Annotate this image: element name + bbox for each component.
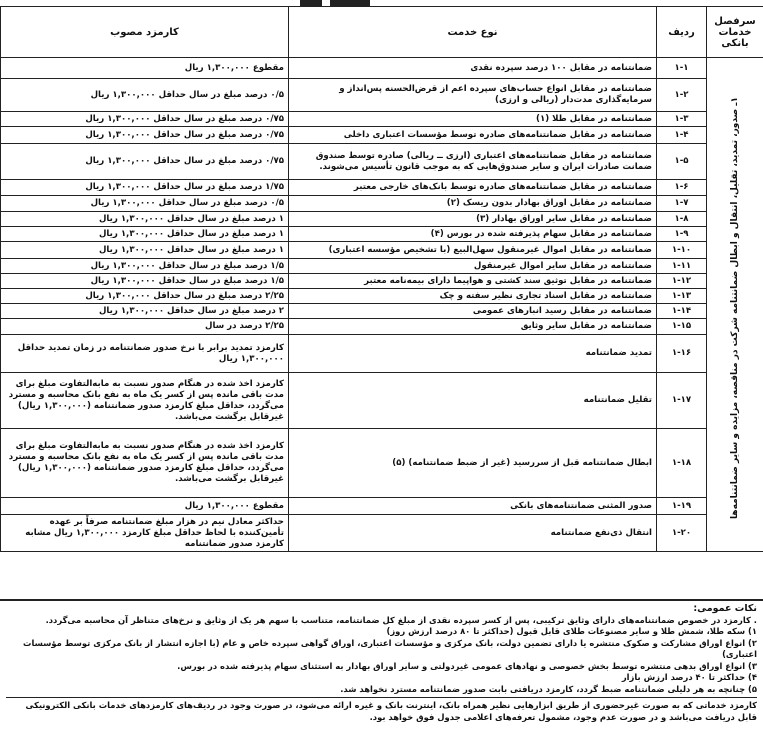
header-service-type: نوع خدمت <box>289 7 657 58</box>
table-row <box>1 319 763 335</box>
note-line: ۵) چنانچه به هر دلیلی ضمانتنامه ضبط گردد، کارمزد دریافتی بابت صدور ضمانتنامه مسترد نخواهد شد. <box>340 683 757 694</box>
row-number: ۱-۵ <box>657 144 707 180</box>
table-row <box>1 429 763 498</box>
table-row <box>1 227 763 242</box>
table-row <box>1 498 763 515</box>
service-type: صدور المثنی ضمانتنامه‌های بانکی <box>289 498 657 515</box>
service-type: ضمانتنامه در مقابل ضمانتنامه‌های اعتباری (ارزی ــ ریالی) صادره توسط صندوق ضمانت صادرات ایران و سایر صندوق‌هایی که به موجب قانون تأسیس می‌شوند. <box>289 144 657 180</box>
table-row <box>1 180 763 196</box>
row-number: ۱-۹ <box>657 227 707 242</box>
table-row <box>1 79 763 112</box>
note-line: ۱) سکه طلا، شمش طلا و سایر مصنوعات طلای قابل قبول (حداکثر تا ۸۰ درصد ارزش روز) <box>386 626 757 636</box>
table-row <box>1 289 763 304</box>
row-number: ۱-۱ <box>657 58 707 79</box>
approved-fee: ۲ درصد مبلغ در سال حداقل ۱,۳۰۰,۰۰۰ ریال <box>1 304 289 319</box>
service-type: ضمانتنامه در مقابل ۱۰۰ درصد سپرده نقدی <box>289 58 657 79</box>
table-row <box>1 144 763 180</box>
approved-fee: کارمزد تمدید برابر با نرخ صدور ضمانتنامه در زمان تمدید حداقل ۱,۳۰۰,۰۰۰ ریال <box>1 335 289 373</box>
table-row <box>1 58 763 79</box>
table-row <box>1 274 763 289</box>
note-line: ۴) حداکثر تا ۴۰ درصد ارزش بازار <box>621 672 757 682</box>
service-type: ضمانتنامه در مقابل سهام پذیرفته شده در بورس (۴) <box>289 227 657 242</box>
approved-fee: مقطوع ۱,۳۰۰,۰۰۰ ریال <box>1 58 289 79</box>
table-row <box>1 373 763 429</box>
category-cell <box>707 58 763 552</box>
general-notes <box>0 599 763 741</box>
service-type: ضمانتنامه در مقابل سایر اوراق بهادار (۳) <box>289 212 657 227</box>
table-row <box>1 196 763 212</box>
row-number: ۱-۶ <box>657 180 707 196</box>
table-row <box>1 127 763 144</box>
row-number: ۱-۱۲ <box>657 274 707 289</box>
row-number: ۱-۱۱ <box>657 259 707 274</box>
service-type: ضمانتنامه در مقابل اموال غیرمنقول سهل‌البیع (با تشخیص مؤسسه اعتباری) <box>289 242 657 259</box>
approved-fee: ۰/۷۵ درصد مبلغ در سال حداقل ۱,۳۰۰,۰۰۰ ریال <box>1 127 289 144</box>
service-type: انتقال ذی‌نفع ضمانتنامه <box>289 515 657 552</box>
service-type: تمدید ضمانتنامه <box>289 335 657 373</box>
approved-fee: ۰/۵ درصد مبلغ در سال حداقل ۱,۳۰۰,۰۰۰ ریال <box>1 196 289 212</box>
table-header-row <box>1 7 763 58</box>
row-number: ۱-۱۴ <box>657 304 707 319</box>
row-number: ۱-۱۰ <box>657 242 707 259</box>
service-type: ضمانتنامه در مقابل ضمانتنامه‌های صادره توسط مؤسسات اعتباری داخلی <box>289 127 657 144</box>
approved-fee: ۰/۷۵ درصد مبلغ در سال حداقل ۱,۳۰۰,۰۰۰ ریال <box>1 112 289 127</box>
row-number: ۱-۱۹ <box>657 498 707 515</box>
service-type: ضمانتنامه در مقابل اوراق بهادار بدون ریسک (۲) <box>289 196 657 212</box>
note-final: کارمزد خدماتی که به صورت غیرحضوری از طریق ابزارهایی نظیر همراه بانک، اینترنت بانک و غیره ارائه می‌شود، در صورت وجود در ردیف‌های کارمزدهای خدمات بانکی الکترونیکی قابل دریافت می‌باشد و در صورت عدم وجود، مشمول تعرفه‌های اعلامی جدول فوق خواهد بود. <box>6 697 757 723</box>
service-type: ضمانتنامه در مقابل طلا (۱) <box>289 112 657 127</box>
notes-title: نکات عمومی: <box>693 603 757 614</box>
row-number: ۱-۸ <box>657 212 707 227</box>
note-line: ۳) انواع اوراق بدهی منتشره توسط بخش خصوصی و نهادهای عمومی غیردولتی و سایر اوراق بهادار به استثنای سهام پذیرفته شده در بورس. <box>177 660 757 671</box>
approved-fee: ۱/۵ درصد مبلغ در سال حداقل ۱,۳۰۰,۰۰۰ ریال <box>1 274 289 289</box>
approved-fee: مقطوع ۱,۳۰۰,۰۰۰ ریال <box>1 498 289 515</box>
service-type: ضمانتنامه در مقابل رسید انبارهای عمومی <box>289 304 657 319</box>
service-type: تقلیل ضمانتنامه <box>289 373 657 429</box>
note-line: ۲) انواع اوراق مشارکت و صکوک منتشره یا دارای تضمین دولت، بانک مرکزی و مؤسسات اعتباری، اوراق گواهی سپرده خاص و عام (با اجازه انتشار از بانک مرکزی توسط مؤسسات اعتباری) <box>23 637 757 659</box>
approved-fee: ۱ درصد مبلغ در سال حداقل ۱,۳۰۰,۰۰۰ ریال <box>1 227 289 242</box>
row-number: ۱-۷ <box>657 196 707 212</box>
service-type: ضمانتنامه در مقابل ضمانتنامه‌های صادره توسط بانک‌های خارجی معتبر <box>289 180 657 196</box>
table-row <box>1 304 763 319</box>
approved-fee: ۲/۲۵ درصد در سال <box>1 319 289 335</box>
approved-fee: ۱ درصد مبلغ در سال حداقل ۱,۳۰۰,۰۰۰ ریال <box>1 242 289 259</box>
row-number: ۱-۳ <box>657 112 707 127</box>
approved-fee: ۱/۷۵ درصد مبلغ در سال حداقل ۱,۳۰۰,۰۰۰ ریال <box>1 180 289 196</box>
table-row <box>1 335 763 373</box>
approved-fee: کارمزد اخذ شده در هنگام صدور نسبت به مابه‌التفاوت مبلغ برای مدت باقی مانده پس از کسر یک ماه به نفع بانک محاسبه و مسترد می‌گردد، حداقل مبلغ کارمزد صدور ضمانتنامه (۱,۳۰۰,۰۰۰ ریال) غیرقابل برگشت می‌باشد. <box>1 373 289 429</box>
service-type: ضمانتنامه در مقابل انواع حساب‌های سپرده اعم از قرض‌الحسنه پس‌انداز و سرمایه‌گذاری مدت‌دار (ریالی و ارزی) <box>289 79 657 112</box>
row-number: ۱-۱۷ <box>657 373 707 429</box>
row-number: ۱-۲۰ <box>657 515 707 552</box>
approved-fee: حداکثر معادل نیم در هزار مبلغ ضمانتنامه صرفاً بر عهده تأمین‌کننده با لحاظ حداقل مبلغ کارمزد ۱,۳۰۰,۰۰۰ ریال مشابه کارمزد صدور ضمانتنامه <box>1 515 289 552</box>
table-row <box>1 515 763 552</box>
approved-fee: ۲/۲۵ درصد مبلغ در سال حداقل ۱,۳۰۰,۰۰۰ ریال <box>1 289 289 304</box>
table-row <box>1 112 763 127</box>
approved-fee: ۱/۵ درصد مبلغ در سال حداقل ۱,۳۰۰,۰۰۰ ریال <box>1 259 289 274</box>
row-number: ۱-۱۶ <box>657 335 707 373</box>
approved-fee: کارمزد اخذ شده در هنگام صدور نسبت به مابه‌التفاوت مبلغ برای مدت باقی مانده پس از کسر یک ماه به نفع بانک محاسبه و مسترد می‌گردد، حداقل مبلغ کارمزد صدور ضمانتنامه (۱,۳۰۰,۰۰۰ ریال) غیرقابل برگشت می‌باشد. <box>1 429 289 498</box>
approved-fee: ۰/۵ درصد مبلغ در سال حداقل ۱,۳۰۰,۰۰۰ ریال <box>1 79 289 112</box>
row-number: ۱-۱۵ <box>657 319 707 335</box>
service-type: ضمانتنامه در مقابل سایر اموال غیرمنقول <box>289 259 657 274</box>
service-type: ضمانتنامه در مقابل سایر وثایق <box>289 319 657 335</box>
header-approved-fee: کارمزد مصوب <box>1 7 289 58</box>
approved-fee: ۱ درصد مبلغ در سال حداقل ۱,۳۰۰,۰۰۰ ریال <box>1 212 289 227</box>
fee-table <box>0 6 763 552</box>
service-type: ابطال ضمانتنامه قبل از سررسید (غیر از ضبط ضمانتنامه) (۵) <box>289 429 657 498</box>
category-label: ۱ـ صدور، تمدید، تقلیل، انتقال و ابطال ضمانتنامه شرکت در مناقصه، مزایده و سایر ضمانتنامه‌ها <box>729 96 740 519</box>
table-row <box>1 259 763 274</box>
service-type: ضمانتنامه در مقابل توثیق سند کشتی و هواپیما دارای بیمه‌نامه معتبر <box>289 274 657 289</box>
row-number: ۱-۱۸ <box>657 429 707 498</box>
table-row <box>1 212 763 227</box>
row-number: ۱-۱۳ <box>657 289 707 304</box>
approved-fee: ۰/۷۵ درصد مبلغ در سال حداقل ۱,۳۰۰,۰۰۰ ریال <box>1 144 289 180</box>
header-category: سرفصل خدمات بانکی <box>707 7 763 58</box>
service-type: ضمانتنامه در مقابل اسناد تجاری نظیر سفته و چک <box>289 289 657 304</box>
table-row <box>1 242 763 259</box>
row-number: ۱-۴ <box>657 127 707 144</box>
row-number: ۱-۲ <box>657 79 707 112</box>
header-row-number: ردیف <box>657 7 707 58</box>
note-line: . کارمزد در خصوص ضمانتنامه‌های دارای وثایق ترکیبی، پس از کسر سپرده نقدی از مبلغ کل ضمانتنامه، متناسب با سهم هر یک از وثایق و نرخ‌های متناظر آن محاسبه می‌گردد. <box>45 614 757 625</box>
